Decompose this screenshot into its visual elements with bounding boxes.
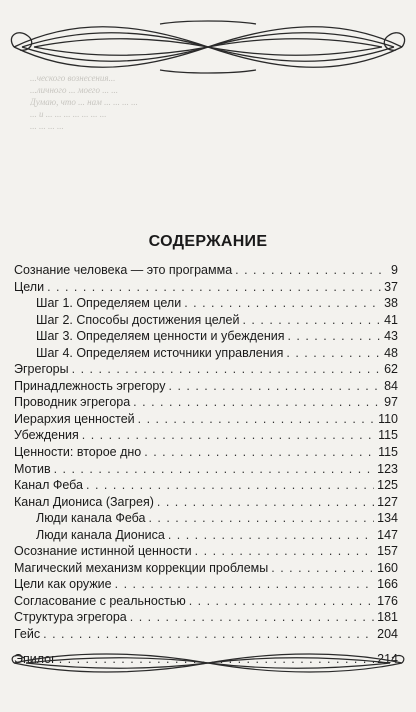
- toc-entry: Согласование с реальностью . . . 176: [14, 594, 398, 611]
- dot-leader: [47, 280, 381, 294]
- toc-entry: Цели как оружие . . . 166: [14, 577, 398, 594]
- toc-subentry: Шаг 1. Определяем цели . . . 38: [14, 296, 398, 313]
- toc-subentry: Шаг 3. Определяем ценности и убеждения . . . 43: [14, 329, 398, 346]
- dot-leader: [148, 511, 374, 525]
- dot-leader: [235, 263, 388, 277]
- toc-subentry: Люди канала Феба . . . 134: [14, 511, 398, 528]
- bleed-through-text: ...ческого вознесения... ...личного ... моего ... ... Думаю, что ... нам ... ... ... ... ... и ... ... ... ... ... ... ... ... ... ... ...: [30, 73, 138, 131]
- dot-leader: [169, 379, 382, 393]
- toc-entry: Цели . . . 37: [14, 280, 398, 297]
- dot-leader: [242, 313, 381, 327]
- toc-entry: Структура эгрегора . . . 181: [14, 610, 398, 627]
- dot-leader: [168, 528, 374, 542]
- dot-leader: [82, 428, 375, 442]
- dot-leader: [287, 329, 381, 343]
- dot-leader: [130, 610, 374, 624]
- toc-entry: Канал Феба . . . 125: [14, 478, 398, 495]
- dot-leader: [157, 495, 374, 509]
- toc-entry-epilog: Эпилог . . . 214: [14, 652, 398, 669]
- toc-entry: Сознание человека — это программа . . . 9: [14, 263, 398, 280]
- toc-entry: Мотив . . . 123: [14, 462, 398, 479]
- bottom-ornament: [10, 650, 406, 676]
- dot-leader: [138, 412, 375, 426]
- dot-leader: [43, 627, 374, 641]
- toc-entry: Убеждения . . . 115: [14, 428, 398, 445]
- dot-leader: [184, 296, 381, 310]
- dot-leader: [271, 561, 374, 575]
- toc-subentry: Шаг 2. Способы достижения целей . . . 41: [14, 313, 398, 330]
- toc-entry: Осознание истинной ценности . . . 157: [14, 544, 398, 561]
- toc-entry: Иерархия ценностей . . . 110: [14, 412, 398, 429]
- dot-leader: [86, 478, 374, 492]
- dot-leader: [189, 594, 374, 608]
- table-of-contents: [14, 263, 398, 668]
- toc-entry: Эгрегоры . . . 62: [14, 362, 398, 379]
- dot-leader: [144, 445, 375, 459]
- toc-title: СОДЕРЖАНИЕ: [148, 233, 268, 250]
- toc-entry: Гейс . . . 204: [14, 627, 398, 644]
- dot-leader: [54, 462, 375, 476]
- toc-subentry: Люди канала Диониса . . . 147: [14, 528, 398, 545]
- toc-entry: Магический механизм коррекции проблемы . . . 160: [14, 561, 398, 578]
- dot-leader: [195, 544, 374, 558]
- dot-leader: [133, 395, 381, 409]
- toc-entry: Принадлежность эгрегору . . . 84: [14, 379, 398, 396]
- dot-leader: [286, 346, 381, 360]
- toc-subentry: Шаг 4. Определяем источники управления . . . 48: [14, 346, 398, 363]
- toc-entry: Ценности: второе дно . . . 115: [14, 445, 398, 462]
- dot-leader: [72, 362, 381, 376]
- dot-leader: [115, 577, 375, 591]
- toc-entry: Проводник эгрегора . . . 97: [14, 395, 398, 412]
- toc-entry: Канал Диониса (Загрея) . . . 127: [14, 495, 398, 512]
- top-ornament: [10, 18, 406, 76]
